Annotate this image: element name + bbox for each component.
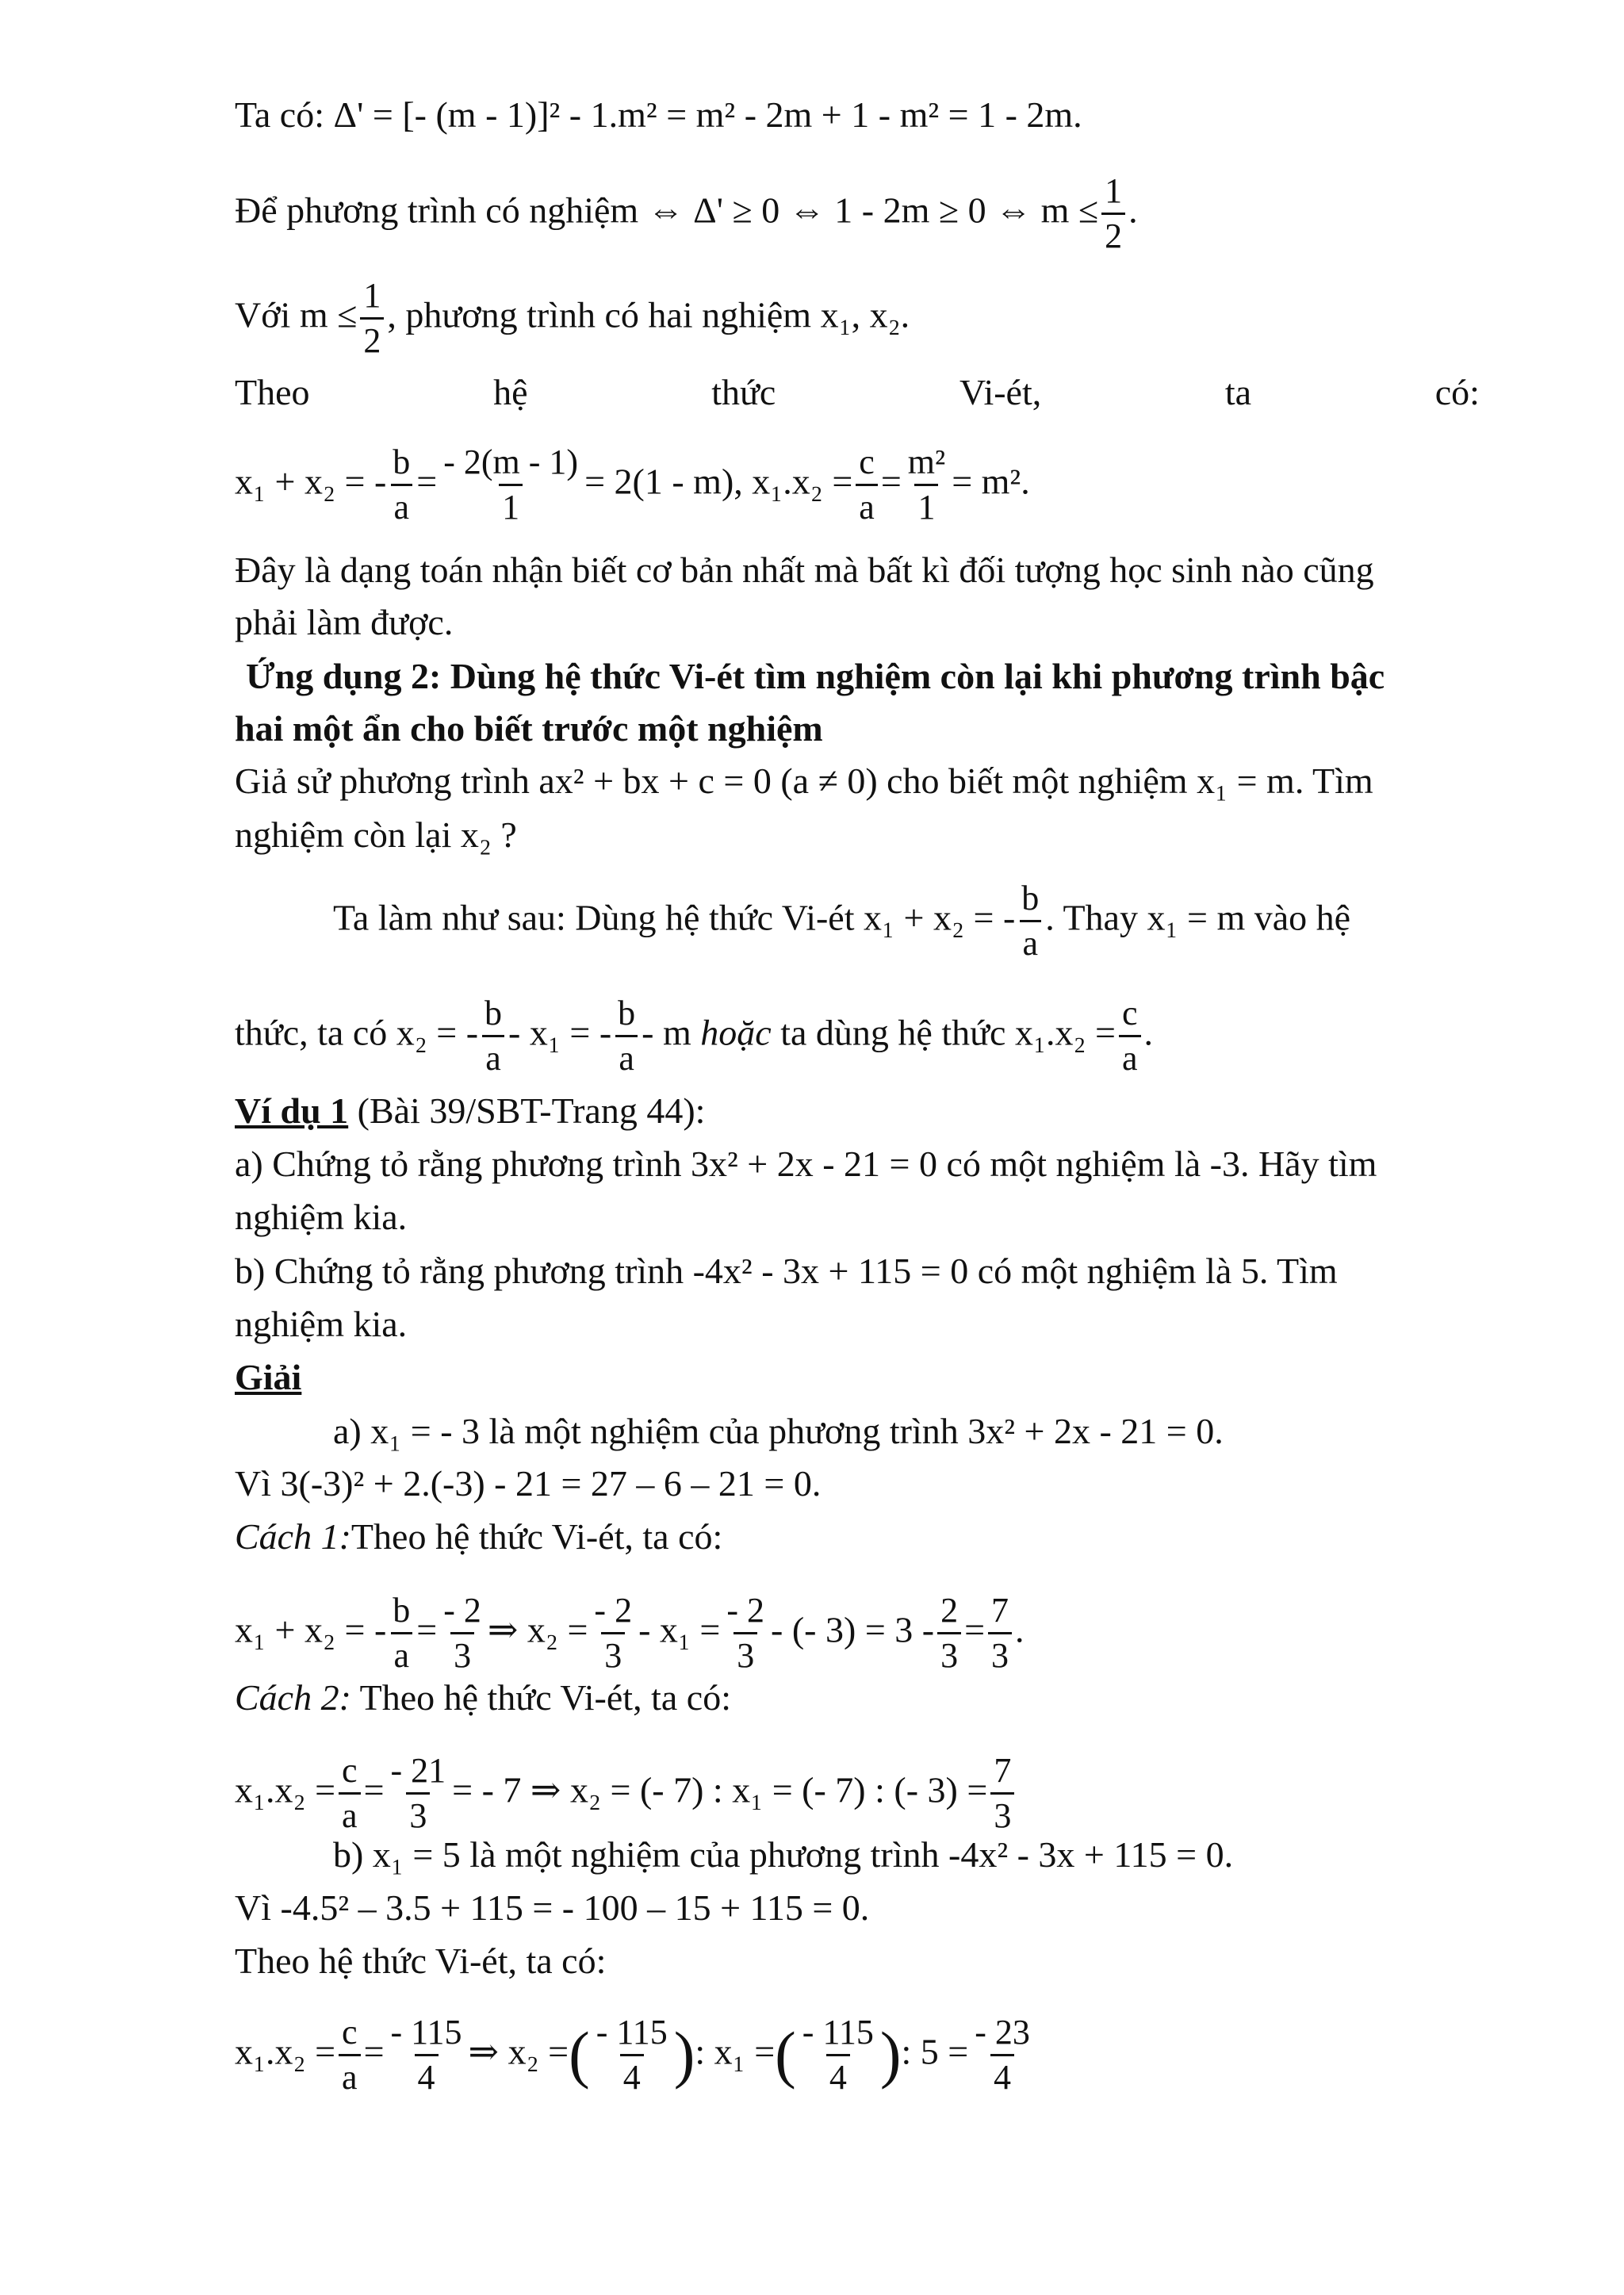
- section-heading-cont: [235, 708, 1480, 749]
- two-roots-text: , phương trình có hai nghiệm x₁, x₂.: [387, 294, 910, 335]
- paren: (: [775, 2020, 796, 2090]
- fraction: [591, 1592, 635, 1674]
- numerator: c: [859, 443, 875, 481]
- denominator: 3: [937, 1632, 961, 1674]
- numerator: - 115: [596, 2013, 668, 2052]
- condition-line: [235, 173, 1480, 255]
- example-title: Ví dụ 1: [235, 1090, 349, 1131]
- formula-part: x₁.x₂ =: [235, 1769, 336, 1810]
- formula-part: = - 7 ⇒ x₂ = (- 7) : x₁ = (- 7) : (- 3) =: [452, 1769, 988, 1810]
- denominator: 2: [1101, 213, 1125, 255]
- with-m-text: Với m ≤: [235, 294, 358, 335]
- method-text: Theo hệ thức Vi-ét, ta có:: [350, 1677, 731, 1718]
- numerator: - 115: [390, 2013, 462, 2052]
- formula-part: x₁.x₂ =: [235, 2031, 336, 2072]
- paren: ): [673, 2020, 695, 2090]
- formula-part: x₁ + x₂ = -: [235, 1609, 387, 1650]
- fraction: [988, 1592, 1012, 1674]
- formula-part: = m².: [952, 461, 1030, 502]
- fraction: [971, 2014, 1033, 2096]
- word: ta: [1224, 372, 1252, 412]
- denominator: 4: [826, 2054, 850, 2096]
- fraction: [723, 1592, 768, 1674]
- heading-line: Ứng dụng 2: Dùng hệ thức Vi-ét tìm nghiệm còn lại khi phương trình bậc: [246, 656, 1385, 696]
- fraction-one-half: [360, 278, 384, 359]
- paren: (: [569, 2020, 590, 2090]
- formula-part: - x₁ = -: [508, 1012, 612, 1053]
- vieta-intro-line: [235, 374, 1480, 411]
- numerator: - 115: [802, 2013, 874, 2052]
- numerator: b: [485, 994, 503, 1033]
- formula-part: =: [363, 1769, 385, 1810]
- word: hệ: [493, 372, 528, 412]
- period: .: [1128, 190, 1138, 231]
- formula-part: - (- 3) = 3 -: [771, 1609, 935, 1650]
- heading-line: hai một ẩn cho biết trước một nghiệm: [235, 708, 823, 749]
- numerator: 2: [940, 1591, 959, 1630]
- fraction-c-over-a: [1119, 995, 1141, 1077]
- denominator: a: [1119, 1035, 1141, 1077]
- denominator: 1: [914, 484, 938, 526]
- numerator: 7: [994, 1751, 1012, 1790]
- word: Theo: [235, 372, 310, 412]
- formula-part: =: [964, 1609, 986, 1650]
- fraction: [990, 1753, 1014, 1834]
- formula-part: - m: [642, 1012, 701, 1053]
- numerator: c: [342, 2013, 358, 2052]
- denominator: a: [339, 1792, 361, 1834]
- formula-part: =: [880, 461, 902, 502]
- fraction: [389, 1592, 413, 1674]
- two-roots-line: [235, 278, 1480, 359]
- fraction: [905, 444, 948, 526]
- word: có:: [1434, 372, 1480, 412]
- numerator: b: [393, 443, 411, 481]
- formula-part: - x₁ =: [638, 1609, 721, 1650]
- exercise-b-line: b) Chứng tỏ rằng phương trình -4x² - 3x + 115 = 0 có một nghiệm là 5. Tìm: [235, 1251, 1338, 1291]
- numerator: - 23: [975, 2013, 1030, 2052]
- exercise-a-line: a) Chứng tỏ rằng phương trình 3x² + 2x - 21 = 0 có một nghiệm là -3. Hãy tìm: [235, 1144, 1377, 1184]
- denominator: a: [339, 2054, 361, 2096]
- word: Vi-ét,: [959, 372, 1042, 412]
- solution-b-formula: [235, 2014, 1480, 2096]
- solution-check-line: Vì 3(-3)² + 2.(-3) - 21 = 27 – 6 – 21 = 0.: [235, 1463, 822, 1504]
- fraction: [799, 2014, 877, 2096]
- denominator: a: [856, 484, 878, 526]
- denominator: 2: [360, 317, 384, 359]
- paragraph-line: phải làm được.: [235, 602, 454, 642]
- period: .: [1015, 1609, 1025, 1650]
- vieta-intro-line: Theo hệ thức Vi-ét, ta có:: [235, 1941, 607, 1981]
- example-title-line: [235, 1090, 1480, 1131]
- denominator: 3: [406, 1792, 430, 1834]
- solution-heading-line: [235, 1359, 1480, 1396]
- fraction: [388, 2014, 465, 2096]
- paragraph-line: Giả sử phương trình ax² + bx + c = 0 (a ≠ 0) cho biết một nghiệm x₁ = m. Tìm: [235, 761, 1373, 801]
- numerator: - 21: [390, 1751, 446, 1790]
- denominator: 3: [601, 1632, 625, 1674]
- delta-computation-line: [235, 94, 1480, 135]
- numerator: - 2: [443, 1591, 481, 1630]
- text-ta-co: Ta có:: [235, 94, 334, 135]
- fraction-b-over-a: [615, 995, 638, 1077]
- paragraph-line: nghiệm còn lại x₂ ?: [235, 814, 517, 855]
- solution-b-line: b) x₁ = 5 là một nghiệm của phương trình -4x² - 3x + 115 = 0.: [333, 1834, 1234, 1875]
- solution-heading: Giải: [235, 1357, 302, 1397]
- formula-part: : x₁ =: [695, 2031, 776, 2072]
- method-label: Cách 1:: [235, 1516, 351, 1557]
- formula-part: ⇒ x₂ =: [468, 2031, 569, 2072]
- solution-check-line: Vì -4.5² – 3.5 + 115 = - 100 – 15 + 115 = 0.: [235, 1887, 870, 1928]
- fraction: [339, 2014, 361, 2096]
- formula-part: =: [416, 1609, 438, 1650]
- fraction: [440, 444, 581, 526]
- condition-formula: ⇔ Δ' ≥ 0 ⇔ 1 - 2m ≥ 0 ⇔ m ≤: [647, 190, 1099, 231]
- condition-text: Để phương trình có nghiệm: [235, 190, 648, 231]
- fraction: [339, 1753, 361, 1834]
- denominator: a: [615, 1035, 638, 1077]
- method-line: [333, 880, 1480, 962]
- fraction-c-over-a: [856, 444, 878, 526]
- formula-part: thức, ta có x₂ = -: [235, 1012, 479, 1053]
- denominator: 3: [450, 1632, 474, 1674]
- numerator: 1: [1105, 171, 1123, 210]
- exercise-b-line: nghiệm kia.: [235, 1304, 408, 1344]
- numerator: 7: [991, 1591, 1009, 1630]
- paragraph-line: Đây là dạng toán nhận biết cơ bản nhất mà bất kì đối tượng học sinh nào cũng: [235, 550, 1374, 590]
- solution-a-line: a) x₁ = - 3 là một nghiệm của phương trình 3x² + 2x - 21 = 0.: [333, 1411, 1224, 1451]
- fraction-b-over-a: [1018, 880, 1042, 962]
- formula-part: ⇒ x₂ =: [487, 1609, 588, 1650]
- paren: ): [879, 2020, 902, 2090]
- formula-part: : 5 =: [901, 2031, 969, 2072]
- numerator: m²: [907, 443, 946, 481]
- numerator: c: [342, 1751, 358, 1790]
- method-formula-line: [235, 995, 1480, 1077]
- denominator: 1: [499, 484, 523, 526]
- method-text: . Thay x₁ = m vào hệ: [1045, 897, 1351, 938]
- fraction-one-half: [1101, 173, 1125, 255]
- denominator: a: [1020, 920, 1042, 962]
- vieta-formula-line: [235, 444, 1480, 526]
- method-2-line: [235, 1677, 1480, 1718]
- denominator: a: [482, 1035, 504, 1077]
- numerator: - 2: [726, 1591, 765, 1630]
- numerator: c: [1121, 994, 1138, 1033]
- formula-part: x₁ + x₂ = -: [235, 461, 387, 502]
- italic-or: hoặc: [700, 1012, 772, 1053]
- example-source: (Bài 39/SBT-Trang 44):: [348, 1090, 706, 1131]
- word: thức: [711, 372, 776, 412]
- denominator: 4: [415, 2054, 439, 2096]
- fraction: [440, 1592, 485, 1674]
- denominator: 4: [620, 2054, 644, 2096]
- denominator: 3: [988, 1632, 1012, 1674]
- exercise-a-line: nghiệm kia.: [235, 1197, 408, 1237]
- numerator: 1: [363, 276, 381, 315]
- numerator: - 2(m - 1): [443, 443, 579, 481]
- formula-part: =: [363, 2031, 385, 2072]
- denominator: a: [391, 1632, 413, 1674]
- method-2-formula: [235, 1753, 1480, 1834]
- fraction-b-over-a: [389, 444, 413, 526]
- formula-part: = 2(1 - m), x₁.x₂ =: [584, 461, 853, 502]
- period: .: [1143, 1012, 1153, 1053]
- numerator: b: [1021, 879, 1040, 918]
- numerator: b: [393, 1591, 411, 1630]
- section-heading: [246, 658, 1491, 695]
- fraction: [937, 1592, 961, 1674]
- denominator: 4: [990, 2054, 1014, 2096]
- numerator: - 2: [594, 1591, 633, 1630]
- delta-formula: Δ' = [- (m - 1)]² - 1.m² = m² - 2m + 1 - m² = 1 - 2m.: [333, 94, 1082, 135]
- method-1-line: [235, 1516, 1480, 1557]
- method-label: Cách 2:: [235, 1677, 351, 1718]
- denominator: 3: [990, 1792, 1014, 1834]
- denominator: a: [391, 484, 413, 526]
- fraction: [593, 2014, 671, 2096]
- formula-part: ta dùng hệ thức x₁.x₂ =: [771, 1012, 1116, 1053]
- method-text: Ta làm như sau: Dùng hệ thức Vi-ét x₁ + x₂ = -: [333, 897, 1016, 938]
- fraction: [388, 1753, 450, 1834]
- formula-part: =: [416, 461, 438, 502]
- numerator: b: [618, 994, 636, 1033]
- method-1-formula: [235, 1592, 1480, 1674]
- fraction-b-over-a: [481, 995, 505, 1077]
- denominator: 3: [733, 1632, 757, 1674]
- method-text: Theo hệ thức Vi-ét, ta có:: [350, 1516, 723, 1557]
